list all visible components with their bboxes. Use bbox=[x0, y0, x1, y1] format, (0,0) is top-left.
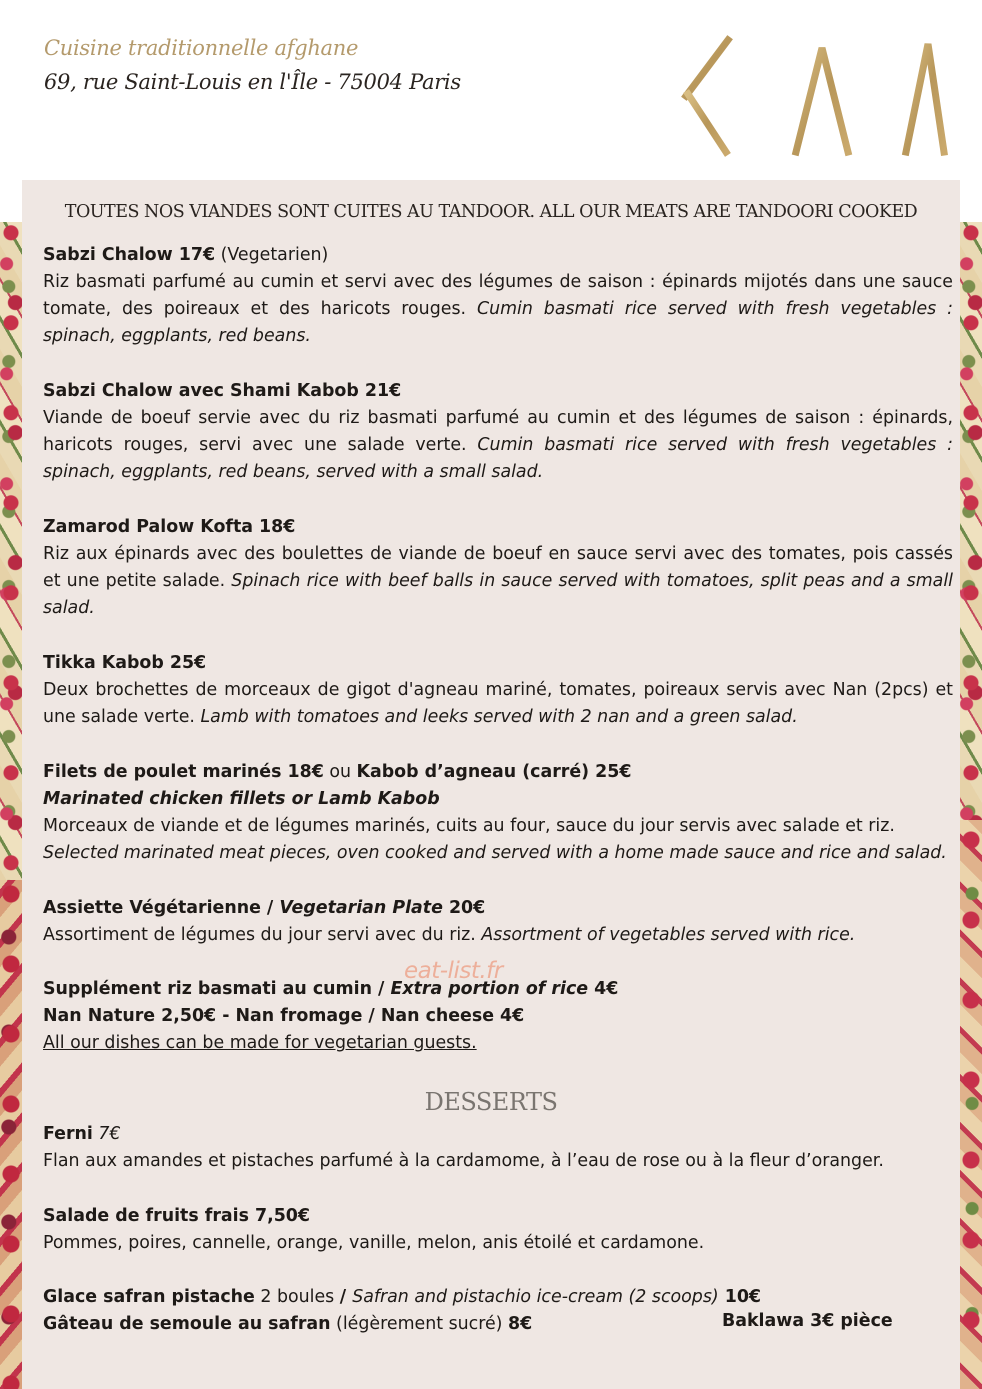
khana-logo bbox=[676, 30, 948, 160]
item-desc-en: Selected marinated meat pieces, oven cooked and served with a home made sauce and rice and salad. bbox=[43, 843, 947, 863]
dessert-title: Salade de fruits frais 7,50€ bbox=[43, 1206, 311, 1226]
item-title: Tikka Kabob 25€ bbox=[43, 653, 207, 673]
item-title: Sabzi Chalow avec Shami Kabob 21€ bbox=[43, 381, 402, 401]
vegetarian-note: All our dishes can be made for vegetarian guests. bbox=[43, 1033, 477, 1053]
item-title: Zamarod Palow Kofta 18€ bbox=[43, 517, 296, 537]
item-desc-en: Lamb with tomatoes and leeks served with 2 nan and a green salad. bbox=[200, 707, 798, 727]
dessert-gateau-note: (légèrement sucré) bbox=[330, 1314, 508, 1334]
item-desc-fr: Morceaux de viande et de légumes marinés, cuits au four, sauce du jour servis avec salade et riz. bbox=[43, 816, 895, 836]
item-joiner: ou bbox=[323, 762, 357, 782]
extra-rice-en: Extra portion of rice bbox=[390, 979, 589, 999]
dessert-price: 10€ bbox=[718, 1287, 762, 1307]
item-title: Assiette Végétarienne / bbox=[43, 898, 280, 918]
item-desc-en: Cumin basmati rice served with fresh vegetables : spinach, eggplants, red beans, served with a small salad. bbox=[43, 435, 953, 482]
item-desc-fr: Deux brochettes de morceaux de gigot d'agneau mariné, tomates, poireaux servis avec Nan (2pcs) et une salade verte. bbox=[43, 680, 953, 727]
item-desc-en: Cumin basmati rice served with fresh vegetables : spinach, eggplants, red beans. bbox=[43, 299, 953, 346]
restaurant-tagline: Cuisine traditionnelle afghane bbox=[44, 36, 359, 60]
menu-item-sabzi-chalow bbox=[43, 242, 953, 350]
item-desc-fr: Riz basmati parfumé au cumin et servi avec des légumes de saison : épinards mijotés dans une sauce tomate, des poireaux et des haricots rouges. bbox=[43, 272, 953, 319]
item-subtitle: Marinated chicken fillets or Lamb Kabob bbox=[43, 789, 440, 809]
item-title: Sabzi Chalow 17€ bbox=[43, 245, 216, 265]
dessert-note: 2 boules bbox=[254, 1287, 340, 1307]
item-price: 20€ bbox=[442, 898, 486, 918]
item-title-en: Vegetarian Plate bbox=[279, 898, 443, 918]
dessert-desc: Flan aux amandes et pistaches parfumé à la cardamome, à l’eau de rose ou à la fleur d’oranger. bbox=[43, 1151, 884, 1171]
extra-rice: Supplément riz basmati au cumin / bbox=[43, 979, 391, 999]
dessert-gateau-price: 8€ bbox=[508, 1314, 533, 1334]
extra-nan: Nan Nature 2,50€ - Nan fromage / Nan cheese 4€ bbox=[43, 1006, 525, 1026]
item-desc-fr: Riz aux épinards avec des boulettes de viande de boeuf en sauce servi avec des tomates, pois cassés et une petite salade. bbox=[43, 544, 953, 591]
dessert-title: Ferni bbox=[43, 1124, 93, 1144]
item-desc-fr: Assortiment de légumes du jour servi avec du riz. bbox=[43, 925, 482, 945]
item-desc-en: Spinach rice with beef balls in sauce served with tomatoes, split peas and a small salad. bbox=[43, 571, 953, 618]
menu-item-tikka bbox=[43, 650, 953, 731]
dessert-desc: Pommes, poires, cannelle, orange, vanille, melon, anis étoilé et cardamone. bbox=[43, 1233, 705, 1253]
decorative-border-lower-right bbox=[960, 820, 982, 1389]
desserts-heading: DESSERTS bbox=[424, 1088, 558, 1116]
tandoor-banner: TOUTES NOS VIANDES SONT CUITES AU TANDOOR. ALL OUR MEATS ARE TANDOORI COOKED bbox=[64, 202, 918, 222]
menu-item-zamarod bbox=[43, 514, 953, 622]
extra-rice-price: 4€ bbox=[588, 979, 619, 999]
item-desc-fr: Viande de boeuf servie avec du riz basmati parfumé au cumin et des légumes de saison : épinards, haricots rouges, servi avec une salade verte. bbox=[43, 408, 953, 455]
dessert-price: 7€ bbox=[92, 1124, 121, 1144]
item-note: (Vegetarien) bbox=[215, 245, 329, 265]
dessert-baklawa: Baklawa 3€ pièce bbox=[722, 1311, 893, 1331]
item-title-2: Kabob d’agneau (carré) 25€ bbox=[356, 762, 632, 782]
item-desc-en: Assortment of vegetables served with rice. bbox=[481, 925, 856, 945]
restaurant-address: 69, rue Saint-Louis en l'Île - 75004 Paris bbox=[44, 70, 461, 94]
dessert-salade bbox=[43, 1203, 953, 1257]
dessert-ferni bbox=[43, 1121, 953, 1175]
watermark: eat-list.fr bbox=[404, 958, 503, 984]
dessert-title-en: Safran and pistachio ice-cream (2 scoops) bbox=[352, 1287, 719, 1307]
dessert-slash: / bbox=[339, 1287, 353, 1307]
menu-panel bbox=[22, 180, 960, 1389]
menu-item-poulet-agneau bbox=[43, 759, 953, 867]
menu-item-assiette bbox=[43, 895, 953, 949]
dessert-gateau-title: Gâteau de semoule au safran bbox=[43, 1314, 331, 1334]
menu-item-sabzi-shami bbox=[43, 378, 953, 486]
dessert-title: Glace safran pistache bbox=[43, 1287, 255, 1307]
decorative-border-lower-left bbox=[0, 880, 22, 1389]
item-title: Filets de poulet marinés 18€ bbox=[43, 762, 324, 782]
extras-section bbox=[43, 976, 953, 1057]
